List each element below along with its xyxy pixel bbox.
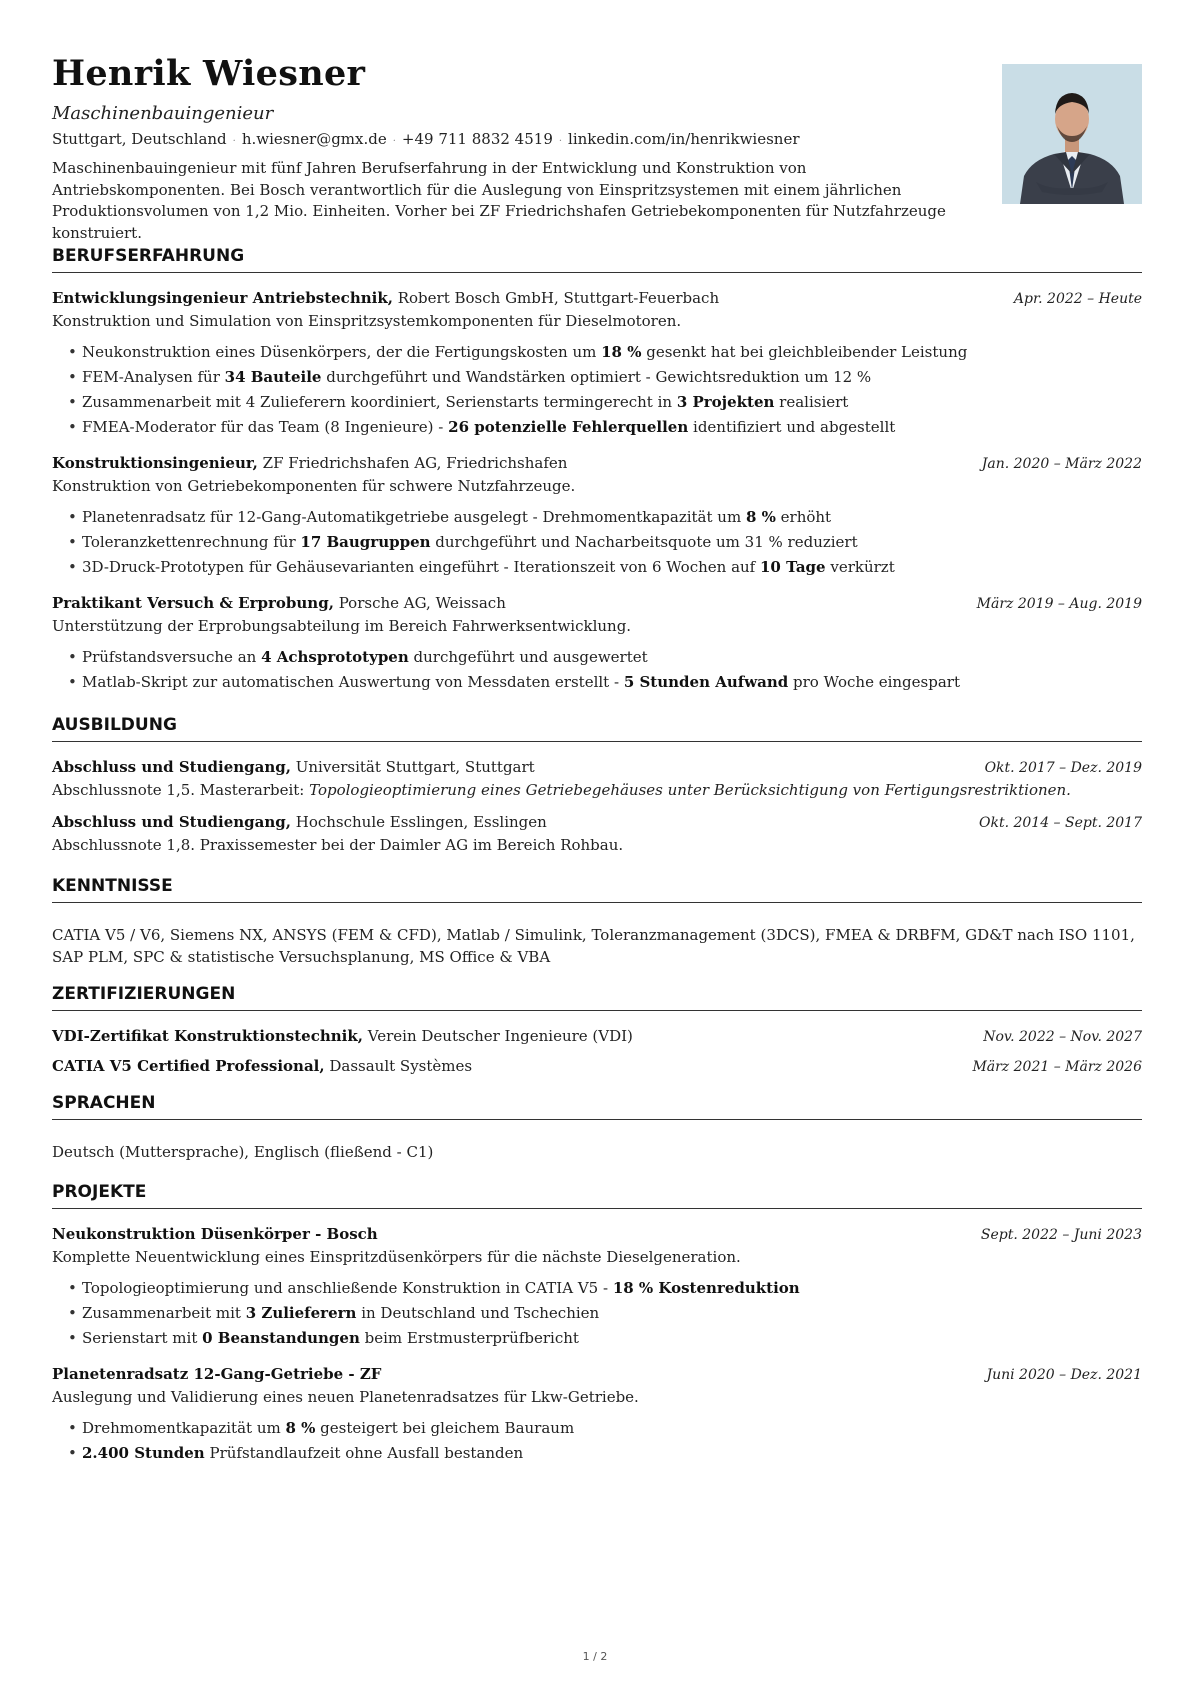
contact-line (52, 130, 1142, 148)
entry-title (52, 1225, 378, 1243)
entry-degree: Abschluss und Studiengang, (52, 813, 291, 831)
achievement-list (52, 505, 1142, 580)
entry-description: Abschlussnote 1,8. Praxissemester bei der Daimler AG im Bereich Rohbau. (52, 836, 624, 854)
achievement-list (52, 645, 1142, 695)
section-title-skills: KENNTNISSE (52, 876, 1142, 903)
entry-role: Entwicklungsingenieur Antriebstechnik, (52, 289, 393, 307)
education-section (52, 715, 1142, 854)
certification-entry (52, 1057, 1142, 1075)
certifications-section (52, 984, 1142, 1075)
contact-linkedin[interactable]: linkedin.com/in/henrikwiesner (568, 130, 800, 148)
project-entry (52, 1225, 1142, 1351)
achievement-item: • Matlab-Skript zur automatischen Auswertung von Messdaten erstellt - 5 Stunden Aufwand pro Woche eingespart (68, 670, 1142, 695)
entry-date: Sept. 2022 – Juni 2023 (980, 1226, 1142, 1243)
achievement-item: • Topologieoptimierung und anschließende Konstruktion in CATIA V5 - 18 % Kostenreduktion (68, 1276, 1142, 1301)
achievement-item: • Drehmomentkapazität um 8 % gesteigert bei gleichem Bauraum (68, 1416, 1142, 1441)
entry-institution: Hochschule Esslingen, Esslingen (290, 813, 547, 831)
project-entry (52, 1365, 1142, 1466)
profile-summary: Maschinenbauingenieur mit fünf Jahren Berufserfahrung in der Entwicklung und Konstruktion von Antriebskomponenten. Bei Bosch verantwortlich für die Auslegung von Einspritzsystemen mit einem jährlichen Produktionsvolumen von 1,2 Mio. Einheiten. Vorher bei ZF Friedrichshafen Getriebekomponenten für Nutzfahrzeuge konstruiert. (52, 159, 946, 242)
entry-title (52, 289, 719, 307)
education-entry (52, 758, 1142, 799)
entry-title (52, 454, 567, 472)
contact-email[interactable]: h.wiesner@gmx.de (241, 130, 387, 148)
profile-photo (1002, 64, 1142, 204)
cert-name: CATIA V5 Certified Professional, (52, 1057, 325, 1075)
entry-description: Abschlussnote 1,5. Masterarbeit: Topologieoptimierung eines Getriebegehäuses unter Berücksichtigung von Fertigungsrestriktionen. (52, 781, 1071, 799)
contact-separator: · (232, 136, 236, 147)
entry-date: Okt. 2014 – Sept. 2017 (978, 815, 1142, 831)
skills-list: CATIA V5 / V6, Siemens NX, ANSYS (FEM & CFD), Matlab / Simulink, Toleranzmanagement (3DCS), FMEA & DRBFM, GD&T nach ISO 1101, SAP PLM, SPC & statistische Versuchsplanung, MS Office & VBA (52, 926, 1135, 966)
entry-institution: Universität Stuttgart, Stuttgart (290, 758, 535, 776)
entry-title (52, 594, 506, 612)
contact-separator: · (558, 136, 563, 147)
entry-date: Okt. 2017 – Dez. 2019 (984, 760, 1142, 776)
page-number: 1 / 2 (582, 1650, 608, 1663)
languages-section (52, 1093, 1142, 1164)
entry-date: März 2019 – Aug. 2019 (976, 596, 1142, 612)
achievement-item: • 3D-Druck-Prototypen für Gehäusevarianten eingeführt - Iterationszeit von 6 Wochen auf 10 Tage verkürzt (68, 555, 1142, 580)
resume-header (52, 53, 1142, 242)
achievement-list (52, 1276, 1142, 1351)
section-title-experience: BERUFSERFAHRUNG (52, 246, 1142, 273)
entry-org: Robert Bosch GmbH, Stuttgart-Feuerbach (392, 289, 720, 307)
cert-issuer: Dassault Systèmes (324, 1057, 473, 1075)
entry-date: Juni 2020 – Dez. 2021 (986, 1366, 1142, 1383)
achievement-list (52, 1416, 1142, 1466)
entry-title (52, 1027, 633, 1045)
contact-phone[interactable]: +49 711 8832 4519 (401, 130, 553, 148)
entry-description: Konstruktion von Getriebekomponenten für schwere Nutzfahrzeuge. (52, 477, 576, 495)
certification-entry (52, 1027, 1142, 1045)
entry-description: Auslegung und Validierung eines neuen Planetenradsatzes für Lkw-Getriebe. (52, 1387, 639, 1406)
achievement-item: • Zusammenarbeit mit 4 Zulieferern koordiniert, Serienstarts termingerecht in 3 Projekten realisiert (68, 390, 1142, 415)
achievement-item: • Planetenradsatz für 12-Gang-Automatikgetriebe ausgelegt - Drehmomentkapazität um 8 % erhöht (68, 505, 1142, 530)
education-entry (52, 813, 1142, 854)
entry-title (52, 1057, 472, 1075)
projects-section (52, 1182, 1142, 1466)
portrait-illustration (1002, 64, 1142, 204)
skills-section (52, 876, 1142, 968)
entry-role: Konstruktionsingenieur, (52, 454, 258, 472)
entry-description: Unterstützung der Erprobungsabteilung im Bereich Fahrwerksentwicklung. (52, 617, 632, 635)
entry-date: Nov. 2022 – Nov. 2027 (983, 1029, 1142, 1045)
project-name: Planetenradsatz 12-Gang-Getriebe - ZF (52, 1364, 382, 1383)
entry-org: Porsche AG, Weissach (333, 594, 506, 612)
achievement-item: • Neukonstruktion eines Düsenkörpers, der die Fertigungskosten um 18 % gesenkt hat bei gleichbleibender Leistung (68, 340, 1142, 365)
entry-date: Apr. 2022 – Heute (1013, 291, 1142, 307)
entry-title (52, 813, 547, 831)
achievement-item: • Prüfstandsversuche an 4 Achsprototypen durchgeführt und ausgewertet (68, 645, 1142, 670)
cert-name: VDI-Zertifikat Konstruktionstechnik, (52, 1027, 363, 1045)
entry-role: Praktikant Versuch & Erprobung, (52, 594, 334, 612)
entry-description: Komplette Neuentwicklung eines Einspritzdüsenkörpers für die nächste Dieselgeneration. (52, 1247, 741, 1266)
entry-date: Jan. 2020 – März 2022 (981, 456, 1142, 472)
section-title-projects: PROJEKTE (52, 1182, 1142, 1209)
entry-title (52, 1365, 381, 1383)
entry-degree: Abschluss und Studiengang, (52, 758, 291, 776)
experience-entry (52, 289, 1142, 440)
thesis-title: Topologieoptimierung eines Getriebegehäuses unter Berücksichtigung von Fertigungsrestriktionen. (309, 781, 1071, 799)
achievement-item: • Zusammenarbeit mit 3 Zulieferern in Deutschland und Tschechien (68, 1301, 1142, 1326)
achievement-item: • FEM-Analysen für 34 Bauteile durchgeführt und Wandstärken optimiert - Gewichtsreduktion um 12 % (68, 365, 1142, 390)
entry-date: März 2021 – März 2026 (972, 1059, 1142, 1075)
section-title-languages: SPRACHEN (52, 1093, 1142, 1120)
experience-entry (52, 454, 1142, 580)
achievement-list (52, 340, 1142, 440)
section-title-education: AUSBILDUNG (52, 715, 1142, 742)
experience-section (52, 246, 1142, 695)
contact-location: Stuttgart, Deutschland (52, 130, 227, 148)
entry-description: Konstruktion und Simulation von Einspritzsystemkomponenten für Dieselmotoren. (52, 312, 682, 330)
entry-title (52, 758, 535, 776)
candidate-name: Henrik Wiesner (52, 53, 366, 94)
resume-page (52, 44, 1142, 1466)
candidate-role: Maschinenbauingenieur (52, 103, 274, 124)
experience-entry (52, 594, 1142, 695)
entry-org: ZF Friedrichshafen AG, Friedrichshafen (257, 454, 568, 472)
languages-list: Deutsch (Muttersprache), Englisch (fließend - C1) (52, 1143, 434, 1161)
achievement-item: • Toleranzkettenrechnung für 17 Baugruppen durchgeführt und Nacharbeitsquote um 31 % reduziert (68, 530, 1142, 555)
contact-separator: · (392, 136, 396, 147)
cert-issuer: Verein Deutscher Ingenieure (VDI) (363, 1027, 633, 1045)
section-title-certifications: ZERTIFIZIERUNGEN (52, 984, 1142, 1011)
project-name: Neukonstruktion Düsenkörper - Bosch (52, 1224, 378, 1243)
achievement-item: • FMEA-Moderator für das Team (8 Ingenieure) - 26 potenzielle Fehlerquellen identifiziert und abgestellt (68, 415, 1142, 440)
achievement-item: • Serienstart mit 0 Beanstandungen beim Erstmusterprüfbericht (68, 1326, 1142, 1351)
achievement-item: • 2.400 Stunden Prüfstandlaufzeit ohne Ausfall bestanden (68, 1441, 1142, 1466)
